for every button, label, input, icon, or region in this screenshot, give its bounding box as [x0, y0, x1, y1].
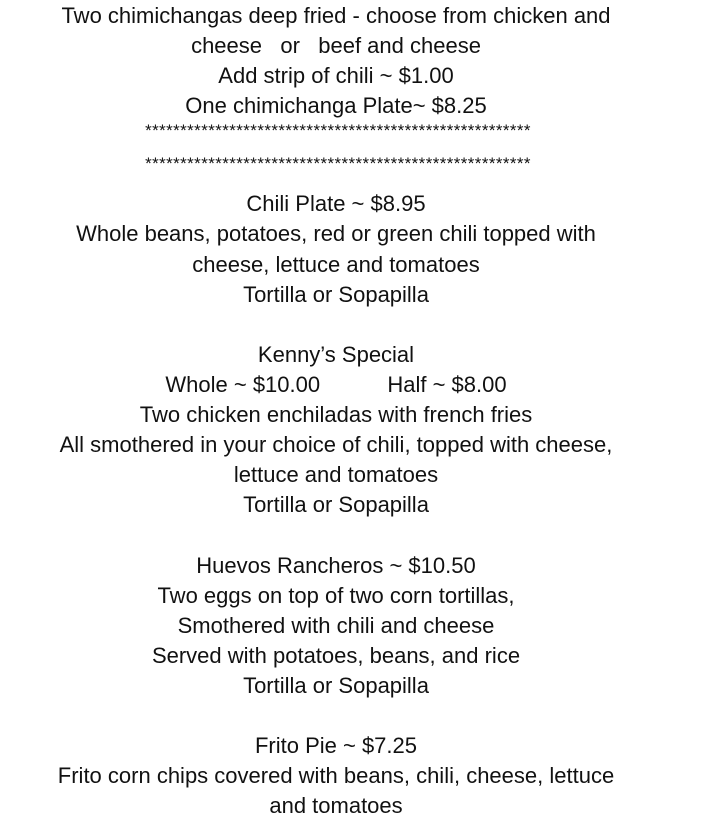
chili-plate-description-line-2: cheese, lettuce and tomatoes [192, 252, 480, 277]
huevos-rancheros-description-line-3: Served with potatoes, beans, and rice [151, 643, 521, 668]
frito-pie-description-line-1: Frito corn chips covered with beans, chili, cheese, lettuce [57, 763, 615, 788]
huevos-rancheros-side: Tortilla or Sopapilla [243, 673, 429, 698]
kennys-special-side: Tortilla or Sopapilla [243, 492, 429, 517]
huevos-rancheros-description-line-1: Two eggs on top of two corn tortillas, [157, 583, 515, 608]
kennys-special-description-line-1: Two chicken enchiladas with french fries [139, 402, 533, 427]
chili-plate-description-line-1: Whole beans, potatoes, red or green chili topped with [76, 221, 596, 246]
kennys-special-description-line-3: lettuce and tomatoes [233, 462, 439, 487]
huevos-rancheros-description-line-2: Smothered with chili and cheese [177, 613, 495, 638]
kennys-special-prices: Whole ~ $10.00 Half ~ $8.00 [165, 372, 507, 397]
chili-plate-title: Chili Plate ~ $8.95 [246, 191, 426, 216]
kennys-special-description-line-2: All smothered in your choice of chili, topped with cheese, [59, 432, 613, 457]
frito-pie-description-line-2: and tomatoes [269, 793, 403, 818]
frito-pie-title: Frito Pie ~ $7.25 [254, 733, 418, 758]
chimichanga-description-line-1: Two chimichangas deep fried - choose from chicken and [61, 3, 611, 28]
chimichanga-description-line-2: cheese or beef and cheese [191, 33, 481, 58]
huevos-rancheros-title: Huevos Rancheros ~ $10.50 [196, 553, 476, 578]
chimichanga-addon: Add strip of chili ~ $1.00 [218, 63, 454, 88]
chili-plate-side: Tortilla or Sopapilla [243, 282, 429, 307]
chimichanga-single-plate-price: One chimichanga Plate~ $8.25 [185, 93, 487, 118]
separator-stars-1: ******************************************************* [145, 121, 531, 140]
separator-stars-2: ******************************************************* [145, 154, 531, 173]
kennys-special-title: Kenny’s Special [257, 342, 415, 367]
